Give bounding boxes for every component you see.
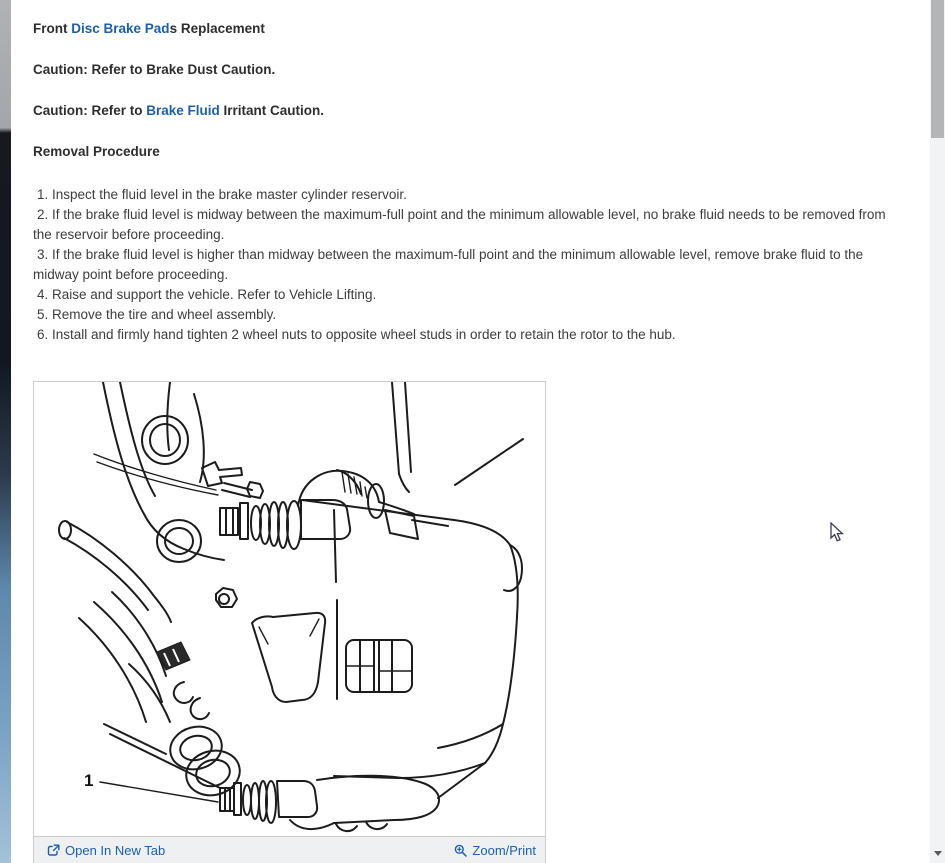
open-in-new-tab-link[interactable] (47, 843, 165, 858)
open-in-new-tab-label: Open In New Tab (65, 842, 166, 858)
figure-container (33, 381, 546, 863)
step-1: 1. Inspect the fluid level in the brake master cylinder reservoir. (37, 187, 407, 202)
title-prefix: Front (33, 21, 72, 36)
scrollbar-thumb[interactable] (931, 0, 944, 138)
open-in-new-tab-icon (47, 844, 60, 857)
figure-toolbar (34, 836, 545, 863)
step-2: 2. If the brake fluid level is midway between the maximum-full point and the minimum allowable level, no brake fluid needs to be removed from the reservoir before proceeding. (33, 207, 886, 242)
vertical-scrollbar[interactable] (930, 0, 945, 863)
step-5: 5. Remove the tire and wheel assembly. (37, 307, 277, 322)
background-edge (0, 0, 11, 863)
zoom-print-link[interactable] (454, 843, 536, 858)
page-title (33, 21, 906, 36)
callout-1-label: 1 (84, 771, 94, 790)
step-4: 4. Raise and support the vehicle. Refer to Vehicle Lifting. (37, 287, 377, 302)
zoom-in-icon (454, 844, 467, 857)
caution-brake-dust: Caution: Refer to Brake Dust Caution. (33, 62, 276, 77)
disc-brake-pad-link[interactable]: Disc Brake Pad (71, 21, 170, 36)
brake-caliper-diagram (34, 382, 545, 836)
step-6: 6. Install and firmly hand tighten 2 wheel nuts to opposite wheel studs in order to retain the rotor to the hub. (37, 327, 676, 342)
procedure-steps (33, 185, 906, 345)
brake-fluid-link[interactable]: Brake Fluid (146, 103, 220, 118)
scrollbar-down-arrow[interactable] (930, 846, 945, 860)
section-heading: Removal Procedure (33, 144, 160, 159)
zoom-print-label: Zoom/Print (472, 842, 536, 858)
caution2-suffix: Irritant Caution. (219, 103, 325, 118)
caution2-prefix: Caution: Refer to (33, 103, 147, 118)
caution-brake-fluid (33, 103, 906, 118)
title-suffix: s Replacement (169, 21, 265, 36)
step-3: 3. If the brake fluid level is higher than midway between the maximum-full point and the minimum allowable level, remove brake fluid to the midway point before proceeding. (33, 247, 864, 282)
